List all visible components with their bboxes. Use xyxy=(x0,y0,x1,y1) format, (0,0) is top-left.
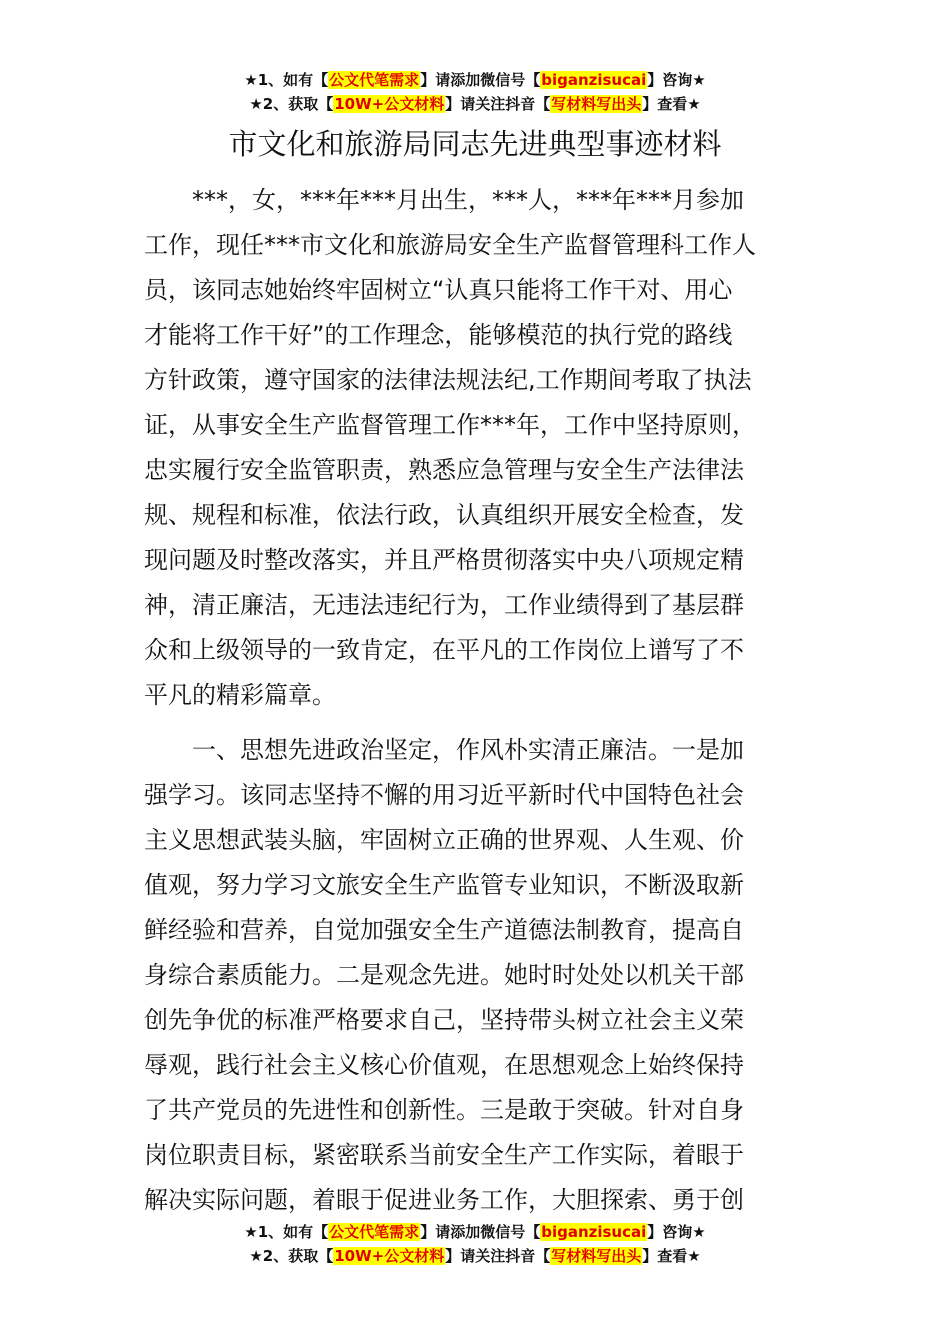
banner-text: ★2、获取【 xyxy=(249,1247,334,1265)
banner-text: 】查看★ xyxy=(642,1247,701,1265)
highlight-materials: 10W+公文材料 xyxy=(334,1247,445,1265)
text-line: 证，从事安全生产监督管理工作***年，工作中坚持原则， xyxy=(144,411,756,439)
paragraph-2 xyxy=(144,728,814,1223)
banner-line-1 xyxy=(0,1220,950,1244)
text-line: 创先争优的标准严格要求自己，坚持带头树立社会主义荣 xyxy=(144,1006,744,1034)
text-line: 众和上级领导的一致肯定，在平凡的工作岗位上谱写了不 xyxy=(144,636,744,664)
highlight-douyin-account: 写材料写出头 xyxy=(551,1247,642,1265)
banner-line-2 xyxy=(0,1244,950,1268)
text-line: 鲜经验和营养，自觉加强安全生产道德法制教育，提高自 xyxy=(144,916,744,944)
text-line: 强学习。该同志坚持不懈的用习近平新时代中国特色社会 xyxy=(144,781,744,809)
document-title: 市文化和旅游局同志先进典型事迹材料 xyxy=(228,127,722,161)
banner-line-2 xyxy=(0,92,950,116)
paragraph-1 xyxy=(144,178,814,718)
text-line: 身综合素质能力。二是观念先进。她时时处处以机关干部 xyxy=(144,961,744,989)
text-line: 了共产党员的先进性和创新性。三是敢于突破。针对自身 xyxy=(144,1096,744,1124)
text-line: 现问题及时整改落实，并且严格贯彻落实中央八项规定精 xyxy=(144,546,744,574)
highlight-douyin-account: 写材料写出头 xyxy=(551,95,642,113)
text-line: 工作，现任***市文化和旅游局安全生产监督管理科工作人 xyxy=(144,231,756,259)
bottom-banner xyxy=(0,1220,950,1268)
text-line: 一、思想先进政治坚定，作风朴实清正廉洁。一是加 xyxy=(192,736,744,764)
text-line: 方针政策，遵守国家的法律法规法纪,工作期间考取了执法 xyxy=(144,366,752,394)
text-line: 才能将工作干好”的工作理念，能够模范的执行党的路线 xyxy=(144,321,733,349)
highlight-service: 公文代笔需求 xyxy=(329,1223,420,1241)
text-line: 神，清正廉洁，无违法违纪行为，工作业绩得到了基层群 xyxy=(144,591,744,619)
banner-text: ★1、如有【 xyxy=(244,1223,329,1241)
top-banner xyxy=(0,68,950,116)
highlight-service: 公文代笔需求 xyxy=(329,71,420,89)
banner-text: 】查看★ xyxy=(642,95,701,113)
banner-text: 】请关注抖音【 xyxy=(445,95,551,113)
text-line: 解决实际问题，着眼于促进业务工作，大胆探索、勇于创 xyxy=(144,1186,744,1214)
banner-line-1 xyxy=(0,68,950,92)
text-line: 规、规程和标准，依法行政，认真组织开展安全检查，发 xyxy=(144,501,744,529)
text-line: 平凡的精彩篇章。 xyxy=(144,681,336,709)
highlight-materials: 10W+公文材料 xyxy=(334,95,445,113)
text-line: 值观，努力学习文旅安全生产监管专业知识，不断汲取新 xyxy=(144,871,744,899)
banner-text: ★1、如有【 xyxy=(244,71,329,89)
text-line: 忠实履行安全监管职责，熟悉应急管理与安全生产法律法 xyxy=(144,456,744,484)
text-line: 员，该同志她始终牢固树立“认真只能将工作干对、用心 xyxy=(144,276,733,304)
banner-text: 】请添加微信号【 xyxy=(420,71,541,89)
document-body xyxy=(144,178,814,1223)
text-line: 主义思想武装头脑，牢固树立正确的世界观、人生观、价 xyxy=(144,826,744,854)
banner-text: ★2、获取【 xyxy=(249,95,334,113)
banner-text: 】咨询★ xyxy=(647,1223,706,1241)
highlight-wechat-id: biganzisucai xyxy=(541,71,647,89)
text-line: 岗位职责目标，紧密联系当前安全生产工作实际，着眼于 xyxy=(144,1141,744,1169)
banner-text: 】请关注抖音【 xyxy=(445,1247,551,1265)
banner-text: 】请添加微信号【 xyxy=(420,1223,541,1241)
banner-text: 】咨询★ xyxy=(647,71,706,89)
text-line: 辱观，践行社会主义核心价值观，在思想观念上始终保持 xyxy=(144,1051,744,1079)
highlight-wechat-id: biganzisucai xyxy=(541,1223,647,1241)
text-line: ***，女，***年***月出生，***人，***年***月参加 xyxy=(192,186,744,214)
